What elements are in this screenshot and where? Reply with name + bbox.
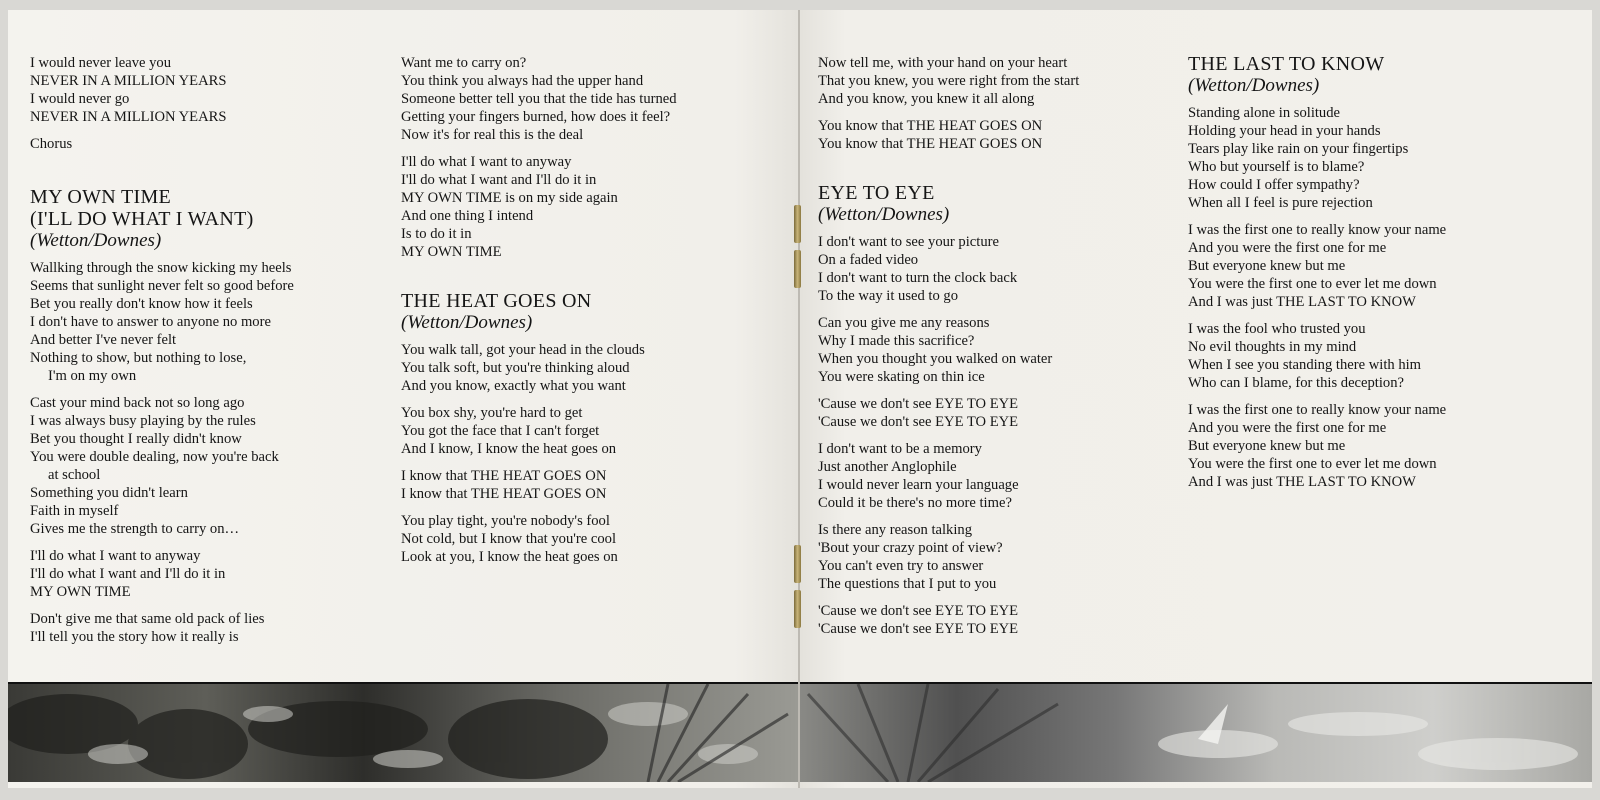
stanza-gap (818, 431, 1188, 440)
lyric-line: You know that THE HEAT GOES ON (818, 136, 1043, 152)
lyric-line: I'll do what I want and I'll do it in (30, 566, 226, 582)
stanza-gap (1188, 311, 1588, 320)
lyric-line: You know that THE HEAT GOES ON (818, 118, 1043, 134)
lyric-line: Gives me the strength to carry on… (30, 521, 240, 537)
lyric-line: Just another Anglophile (818, 459, 957, 475)
lyric-line: Getting your fingers burned, how does it feel? (401, 109, 671, 125)
lyric-line: Now it's for real this is the deal (401, 127, 584, 143)
lyric-line: You walk tall, got your head in the clouds (401, 342, 645, 358)
left-column-2 (401, 54, 791, 566)
lyric-line: NEVER IN A MILLION YEARS (30, 73, 227, 89)
stanza-gap (1188, 392, 1588, 401)
stanza-gap (30, 385, 400, 394)
lyric-line: at school (48, 467, 101, 483)
lyric-line: Chorus (30, 136, 73, 152)
song-eye-to-eye (818, 183, 1188, 638)
foliage-artwork (8, 684, 798, 782)
lyric-line: And you know, exactly what you want (401, 378, 626, 394)
song-credit: (Wetton/Downes) (401, 312, 533, 333)
lyric-line: You play tight, you're nobody's fool (401, 513, 610, 529)
lyric-line: 'Cause we don't see EYE TO EYE (818, 414, 1019, 430)
lyric-line: You were the first one to ever let me down (1188, 276, 1437, 292)
seascape-artwork-banner (798, 682, 1592, 782)
lyric-line: And you were the first one for me (1188, 240, 1387, 256)
lyric-line: Now tell me, with your hand on your heart (818, 55, 1068, 71)
lyric-line: Why I made this sacrifice? (818, 333, 975, 349)
lyric-line: But everyone knew but me (1188, 258, 1346, 274)
lyric-line: To the way it used to go (818, 288, 959, 304)
lyric-line: You think you always had the upper hand (401, 73, 644, 89)
right-page (798, 10, 1592, 788)
lyric-line: I don't want to be a memory (818, 441, 982, 457)
right-column-2 (1188, 54, 1588, 491)
lyric-line: I was the first one to really know your name (1188, 402, 1447, 418)
stanza-gap (401, 395, 791, 404)
lyric-line: I'll do what I want to anyway (401, 154, 572, 170)
lyric-line: No evil thoughts in my mind (1188, 339, 1357, 355)
seascape-artwork (798, 684, 1592, 782)
lyric-line: I would never go (30, 91, 130, 107)
lyric-line: I know that THE HEAT GOES ON (401, 468, 607, 484)
lyric-line: Nothing to show, but nothing to lose, (30, 350, 247, 366)
lyric-line: You were the first one to ever let me down (1188, 456, 1437, 472)
lyric-line: On a faded video (818, 252, 919, 268)
lyric-line: 'Cause we don't see EYE TO EYE (818, 396, 1019, 412)
lyric-line: You box shy, you're hard to get (401, 405, 583, 421)
lyric-line: Something you didn't learn (30, 485, 188, 501)
left-page (8, 10, 798, 788)
lyric-line: You were double dealing, now you're back (30, 449, 279, 465)
lyric-line: Who can I blame, for this deception? (1188, 375, 1404, 391)
lyric-booklet (8, 10, 1592, 788)
lyric-line: You got the face that I can't forget (401, 423, 600, 439)
lyric-line: Who but yourself is to blame? (1188, 159, 1365, 175)
stanza-gap (401, 503, 791, 512)
staple (794, 205, 801, 243)
lyric-line: MY OWN TIME is on my side again (401, 190, 618, 206)
lyric-line: Holding your head in your hands (1188, 123, 1381, 139)
song-title: EYE TO EYE (818, 182, 935, 204)
lyric-line: 'Cause we don't see EYE TO EYE (818, 603, 1019, 619)
stanza-gap (818, 386, 1188, 395)
stanza-gap (30, 601, 400, 610)
lyric-line: I would never leave you (30, 55, 172, 71)
lyric-line: Standing alone in solitude (1188, 105, 1341, 121)
lyric-line: I was the first one to really know your name (1188, 222, 1447, 238)
lyric-line: And you know, you knew it all along (818, 91, 1035, 107)
lyric-line: Someone better tell you that the tide has turned (401, 91, 677, 107)
lyric-line: But everyone knew but me (1188, 438, 1346, 454)
lyric-line: Is to do it in (401, 226, 472, 242)
lyric-line: I don't have to answer to anyone no more (30, 314, 271, 330)
lyric-line: When all I feel is pure rejection (1188, 195, 1373, 211)
stanza-gap (1188, 212, 1588, 221)
lyric-line: I'll tell you the story how it really is (30, 629, 239, 645)
stanza-gap (30, 538, 400, 547)
lyric-line: I was always busy playing by the rules (30, 413, 256, 429)
left-column-1 (30, 54, 400, 646)
lyric-line: Is there any reason talking (818, 522, 972, 538)
song-heat-goes-on (401, 291, 791, 566)
song-title: THE LAST TO KNOW (1188, 53, 1385, 75)
lyric-line: And better I've never felt (30, 332, 177, 348)
lyric-line: Don't give me that same old pack of lies (30, 611, 265, 627)
lyric-line: Could it be there's no more time? (818, 495, 1012, 511)
lyric-line: I know that THE HEAT GOES ON (401, 486, 607, 502)
booklet-spine (798, 10, 800, 788)
lyric-line: And I was just THE LAST TO KNOW (1188, 474, 1416, 490)
lyric-line: And you were the first one for me (1188, 420, 1387, 436)
lyric-line: How could I offer sympathy? (1188, 177, 1360, 193)
stanza-gap (818, 108, 1188, 117)
lyric-line: And one thing I intend (401, 208, 534, 224)
lyric-line: Want me to carry on? (401, 55, 527, 71)
song-lyrics (30, 259, 400, 646)
jungle-artwork-banner (8, 682, 798, 782)
song-lyrics (1188, 104, 1588, 491)
stanza-gap (818, 512, 1188, 521)
song-title: MY OWN TIME (30, 186, 172, 208)
lyric-line: You were skating on thin ice (818, 369, 985, 385)
song-title-subtitle: (I'LL DO WHAT I WANT) (30, 208, 254, 230)
lyric-line: Not cold, but I know that you're cool (401, 531, 617, 547)
song-credit: (Wetton/Downes) (1188, 75, 1320, 96)
lyric-line: Look at you, I know the heat goes on (401, 549, 618, 565)
lyric-line: NEVER IN A MILLION YEARS (30, 109, 227, 125)
lyric-line: I don't want to see your picture (818, 234, 999, 250)
lyric-line: That you knew, you were right from the start (818, 73, 1080, 89)
lyric-line: 'Cause we don't see EYE TO EYE (818, 621, 1019, 637)
lyric-line: The questions that I put to you (818, 576, 997, 592)
lyric-line: Faith in myself (30, 503, 119, 519)
lyric-line: I'll do what I want to anyway (30, 548, 201, 564)
song-title: THE HEAT GOES ON (401, 290, 592, 312)
song-credit: (Wetton/Downes) (818, 204, 950, 225)
stanza-gap (818, 593, 1188, 602)
lyric-line: 'Bout your crazy point of view? (818, 540, 1003, 556)
lyric-line: MY OWN TIME (30, 584, 131, 600)
lyric-line: I would never learn your language (818, 477, 1019, 493)
lyric-line: When you thought you walked on water (818, 351, 1053, 367)
song-last-to-know (1188, 54, 1588, 491)
lyric-line: Seems that sunlight never felt so good before (30, 278, 294, 294)
staple (794, 250, 801, 288)
lyric-line: And I was just THE LAST TO KNOW (1188, 294, 1416, 310)
staple (794, 590, 801, 628)
lyric-line: MY OWN TIME (401, 244, 502, 260)
stanza-gap (401, 144, 791, 153)
lyric-line: Bet you thought I really didn't know (30, 431, 242, 447)
stanza-gap (818, 305, 1188, 314)
lyric-line: Can you give me any reasons (818, 315, 990, 331)
verse-block (30, 54, 400, 153)
lyric-line: When I see you standing there with him (1188, 357, 1422, 373)
lyric-line: I'm on my own (48, 368, 137, 384)
stanza-gap (401, 458, 791, 467)
lyric-line: You can't even try to answer (818, 558, 984, 574)
right-column-1 (818, 54, 1188, 638)
song-lyrics (401, 341, 791, 566)
song-credit: (Wetton/Downes) (30, 230, 162, 251)
lyric-line: I'll do what I want and I'll do it in (401, 172, 597, 188)
lyric-line: And I know, I know the heat goes on (401, 441, 617, 457)
lyric-line: Wallking through the snow kicking my heels (30, 260, 292, 276)
lyric-line: Bet you really don't know how it feels (30, 296, 253, 312)
stanza-gap (30, 126, 400, 135)
lyric-line: Cast your mind back not so long ago (30, 395, 245, 411)
staple (794, 545, 801, 583)
song-my-own-time (30, 187, 400, 646)
lyric-line: Tears play like rain on your fingertips (1188, 141, 1409, 157)
lyric-line: I don't want to turn the clock back (818, 270, 1018, 286)
verse-block (401, 54, 791, 261)
lyric-line: I was the fool who trusted you (1188, 321, 1366, 337)
verse-block (818, 54, 1188, 153)
lyric-line: You talk soft, but you're thinking aloud (401, 360, 630, 376)
song-lyrics (818, 233, 1188, 638)
